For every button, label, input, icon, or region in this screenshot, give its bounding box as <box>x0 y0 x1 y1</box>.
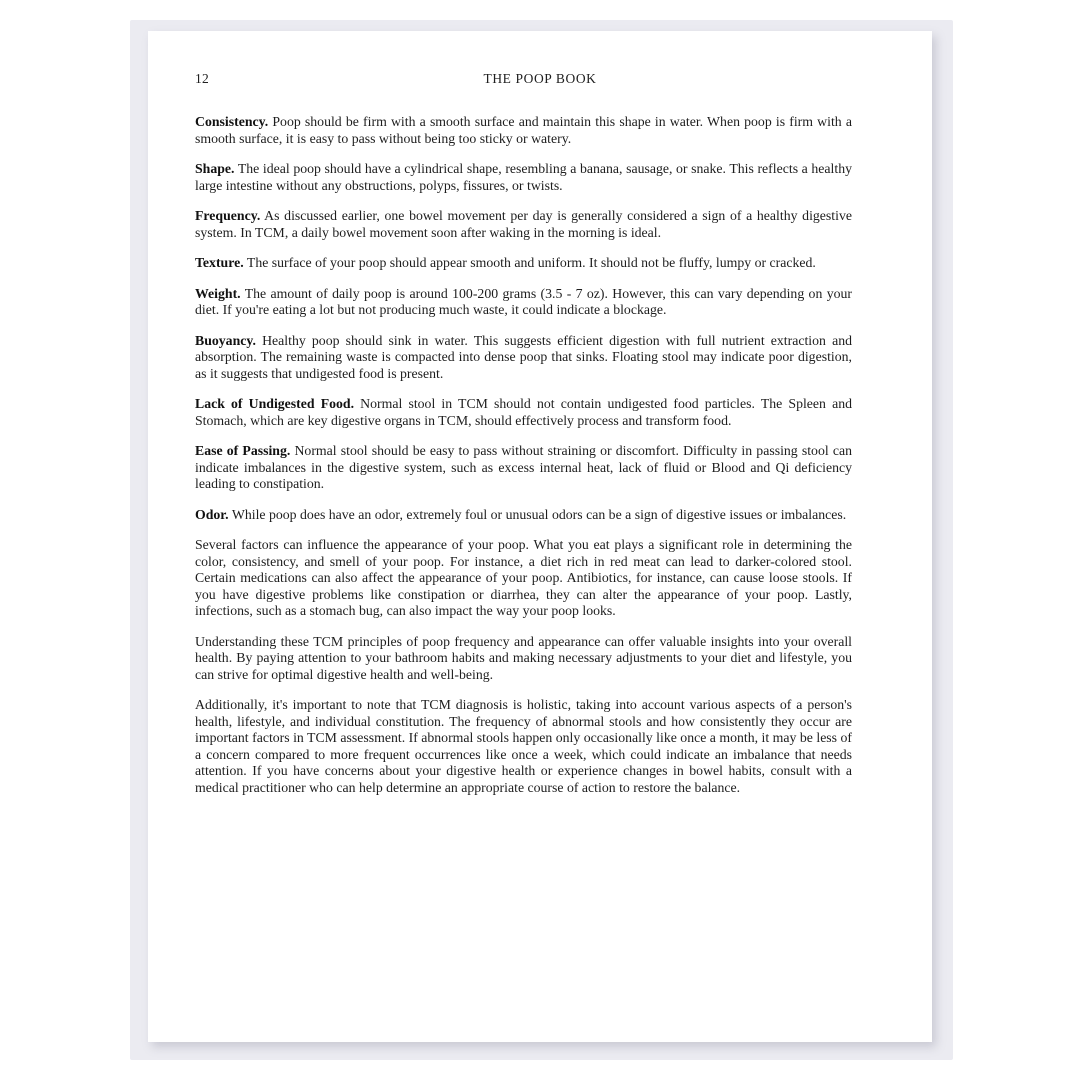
paragraph: Buoyancy. Healthy poop should sink in water. This suggests efficient digestion with full nutrient extraction and absorption. The remaining waste is compacted into dense poop that sinks. Floating stool may indicate poor digestion, as it suggests that undigested food is present. <box>195 332 852 381</box>
paragraph: Ease of Passing. Normal stool should be easy to pass without straining or discomfort. Difficulty in passing stool can indicate imbalances in the digestive system, such as excess internal heat, lack of fluid or Blood and Qi deficiency leading to constipation. <box>195 443 852 491</box>
running-title: THE POOP BOOK <box>483 71 597 86</box>
paragraph: Consistency. Poop should be firm with a smooth surface and maintain this shape in water. When poop is firm with a smooth surface, it is easy to pass without being too sticky or watery. <box>195 114 852 146</box>
paragraph: Frequency. As discussed earlier, one bowel movement per day is generally considered a sign of a healthy digestive system. In TCM, a daily bowel movement soon after waking in the morning is ideal. <box>195 208 852 240</box>
paragraph: Texture. The surface of your poop should appear smooth and uniform. It should not be fluffy, lumpy or cracked. <box>195 255 816 270</box>
paragraph-lead: Shape. <box>195 161 235 176</box>
book-page-frame <box>130 20 953 1060</box>
paragraph: Understanding these TCM principles of poop frequency and appearance can offer valuable insights into your overall health. By paying attention to your bathroom habits and making necessary adjustments to your diet and lifestyle, you can strive for optimal digestive health and well-being. <box>195 633 852 682</box>
page-content <box>195 114 852 810</box>
paragraph-lead: Odor. <box>195 506 229 522</box>
paragraph: Several factors can influence the appearance of your poop. What you eat plays a significant role in determining the color, consistency, and smell of your poop. For instance, a diet rich in red meat can lead to darker-colored stool. Certain medications can also affect the appearance of your poop. Antibiotics, for instance, can cause loose stools. If you have digestive problems like constipation or diarrhea, they can alter the appearance of your poop. Lastly, infections, such as a stomach bug, can also impact the way your poop looks. <box>195 537 852 618</box>
page-header <box>148 71 932 91</box>
paragraph: Shape. The ideal poop should have a cylindrical shape, resembling a banana, sausage, or snake. This reflects a healthy large intestine without any obstructions, polyps, fissures, or twists. <box>195 161 852 193</box>
paragraph-lead: Texture. <box>195 255 244 270</box>
paragraph: Odor. While poop does have an odor, extremely foul or unusual odors can be a sign of digestive issues or imbalances. <box>195 506 847 522</box>
paragraph: Weight. The amount of daily poop is around 100-200 grams (3.5 - 7 oz). However, this can vary depending on your diet. If you're eating a lot but not producing much waste, it could indicate a blockage. <box>195 285 852 317</box>
page-number: 12 <box>195 71 210 86</box>
book-page <box>148 31 932 1042</box>
paragraph-lead: Lack of Undigested Food. <box>195 396 355 411</box>
paragraph-lead: Frequency. <box>195 208 261 223</box>
paragraph-lead: Ease of Passing. <box>195 443 291 458</box>
paragraph: Lack of Undigested Food. Normal stool in TCM should not contain undigested food particles. The Spleen and Stomach, which are key digestive organs in TCM, should effectively process and transform food. <box>195 396 852 428</box>
paragraph-lead: Consistency. <box>195 114 269 129</box>
paragraph-lead: Weight. <box>195 285 241 301</box>
paragraph-lead: Buoyancy. <box>195 332 256 348</box>
paragraph: Additionally, it's important to note that TCM diagnosis is holistic, taking into account various aspects of a person's health, lifestyle, and individual constitution. The frequency of abnormal stools and how consistently they occur are important factors in TCM assessment. If abnormal stools happen only occasionally like once a month, it may be less of a concern compared to more frequent occurrences like once a week, which could indicate an imbalance that needs attention. If you have concerns about your digestive health or experience changes in bowel habits, consult with a medical practitioner who can help determine an appropriate course of action to restore the balance. <box>195 697 852 795</box>
